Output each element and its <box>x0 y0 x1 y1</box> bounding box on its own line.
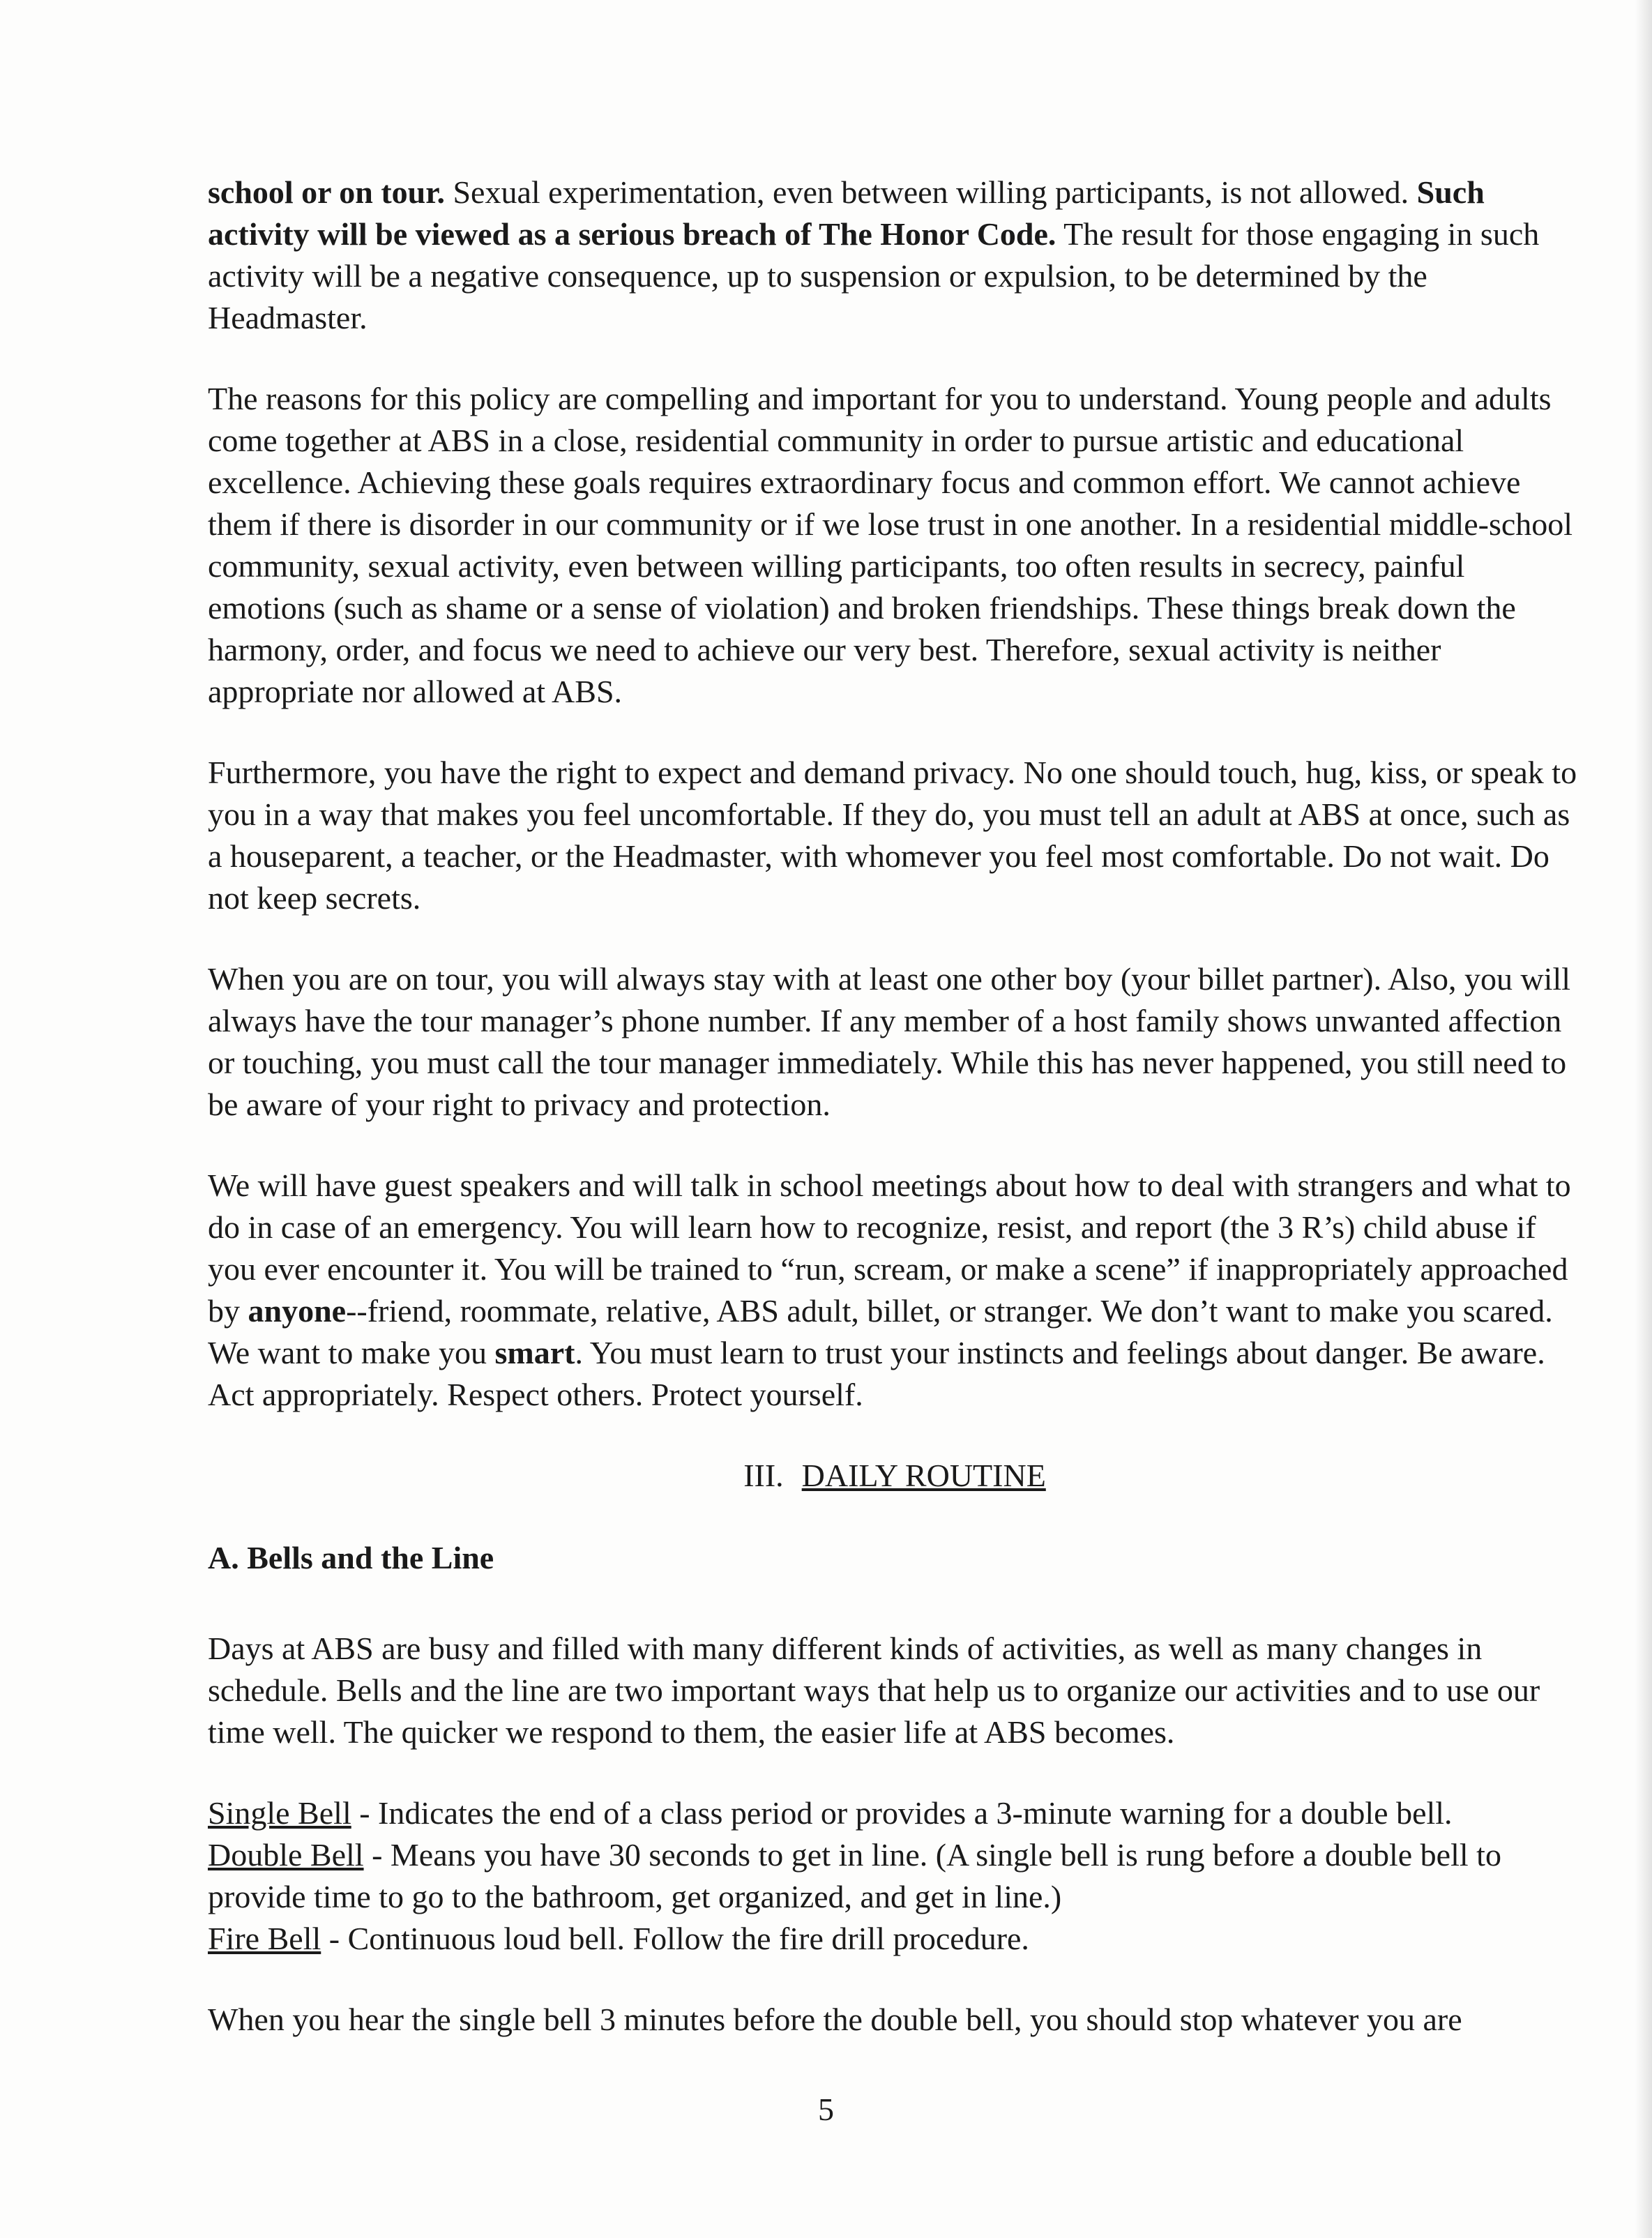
section-heading <box>208 1455 1582 1497</box>
bell-term: Single Bell <box>208 1795 351 1831</box>
paragraph-bells-intro: Days at ABS are busy and filled with many different kinds of activities, as well as many changes in schedule. Bells and the line are two important ways that help us to organize our activities and to use our time well. The quicker we respond to them, the easier life at ABS becomes. <box>208 1631 1540 1750</box>
paragraph-honor-code <box>208 172 1582 339</box>
bell-definitions <box>208 1792 1582 1960</box>
bell-item-fire <box>208 1918 1582 1960</box>
bell-item-single <box>208 1792 1582 1834</box>
bold-honor-code-statement: Such activity will be viewed as a serious breach of The Honor Code. <box>208 174 1485 252</box>
bell-description: - Indicates the end of a class period or provides a 3-minute warning for a double bell. <box>351 1795 1453 1831</box>
paragraph-safety <box>208 1165 1582 1416</box>
bell-item-double <box>208 1834 1582 1918</box>
page-content <box>208 172 1582 2041</box>
bell-description: - Means you have 30 seconds to get in line. (A single bell is rung before a double bell to provide time to go to the bathroom, get organized, and get in line.) <box>208 1837 1501 1914</box>
paragraph-single-bell: When you hear the single bell 3 minutes before the double bell, you should stop whatever you are <box>208 2002 1462 2037</box>
bold-lead: school or on tour. <box>208 174 445 210</box>
paragraph-text: We will have guest speakers and will talk in school meetings about how to deal with strangers and what to do in case of an emergency. You will learn how to recognize, resist, and report (the 3 R’s) child abuse if you ever encounter it. You will be trained to “run, scream, or make a scene” if inappropriately approached by <box>208 1167 1571 1329</box>
paragraph-text: . You must learn to trust your instincts and feelings about danger. Be aware. Act appropriately. Respect others. Protect yourself. <box>208 1335 1545 1412</box>
bell-description: - Continuous loud bell. Follow the fire drill procedure. <box>321 1921 1029 1956</box>
bold-anyone: anyone <box>248 1293 347 1329</box>
scan-edge-shadow <box>1635 0 1652 2238</box>
bold-smart: smart <box>494 1335 575 1370</box>
page-number: 5 <box>818 2092 834 2127</box>
paragraph-privacy: Furthermore, you have the right to expect and demand privacy. No one should touch, hug, kiss, or speak to you in a way that makes you feel uncomfortable. If they do, you must tell an adult at ABS at once, such as a houseparent, a teacher, or the Headmaster, with whomever you feel most comfortable. Do not wait. Do not keep secrets. <box>208 755 1577 916</box>
paragraph-text: --friend, roommate, relative, ABS adult, billet, or stranger. We don’t want to make you scared. We want to make you <box>208 1293 1553 1370</box>
paragraph-text: Sexual experimentation, even between willing participants, is not allowed. <box>444 174 1417 210</box>
paragraph-policy-reasons: The reasons for this policy are compelling and important for you to understand. Young people and adults come together at ABS in a close, residential community in order to pursue artistic and educational excellence. Achieving these goals requires extraordinary focus and common effort. We cannot achieve them if there is disorder in our community or if we lose trust in one another. In a residential middle-school community, sexual activity, even between willing participants, too often results in secrecy, painful emotions (such as shame or a sense of violation) and broken friendships. These things break down the harmony, order, and focus we need to achieve our very best. Therefore, sexual activity is neither appropriate nor allowed at ABS. <box>208 381 1573 709</box>
subsection-heading: A. Bells and the Line <box>208 1540 494 1575</box>
bell-term: Double Bell <box>208 1837 364 1873</box>
section-numeral: III. <box>743 1458 784 1493</box>
section-title: DAILY ROUTINE <box>801 1458 1046 1493</box>
paragraph-text: The result for those engaging in such activity will be a negative consequence, up to suspension or expulsion, to be determined by the Headmaster. <box>208 216 1540 335</box>
bell-term: Fire Bell <box>208 1921 321 1956</box>
paragraph-tour: When you are on tour, you will always stay with at least one other boy (your billet partner). Also, you will always have the tour manager’s phone number. If any member of a host family shows unwanted affection or touching, you must call the tour manager immediately. While this has never happened, you still need to be aware of your right to privacy and protection. <box>208 961 1571 1122</box>
